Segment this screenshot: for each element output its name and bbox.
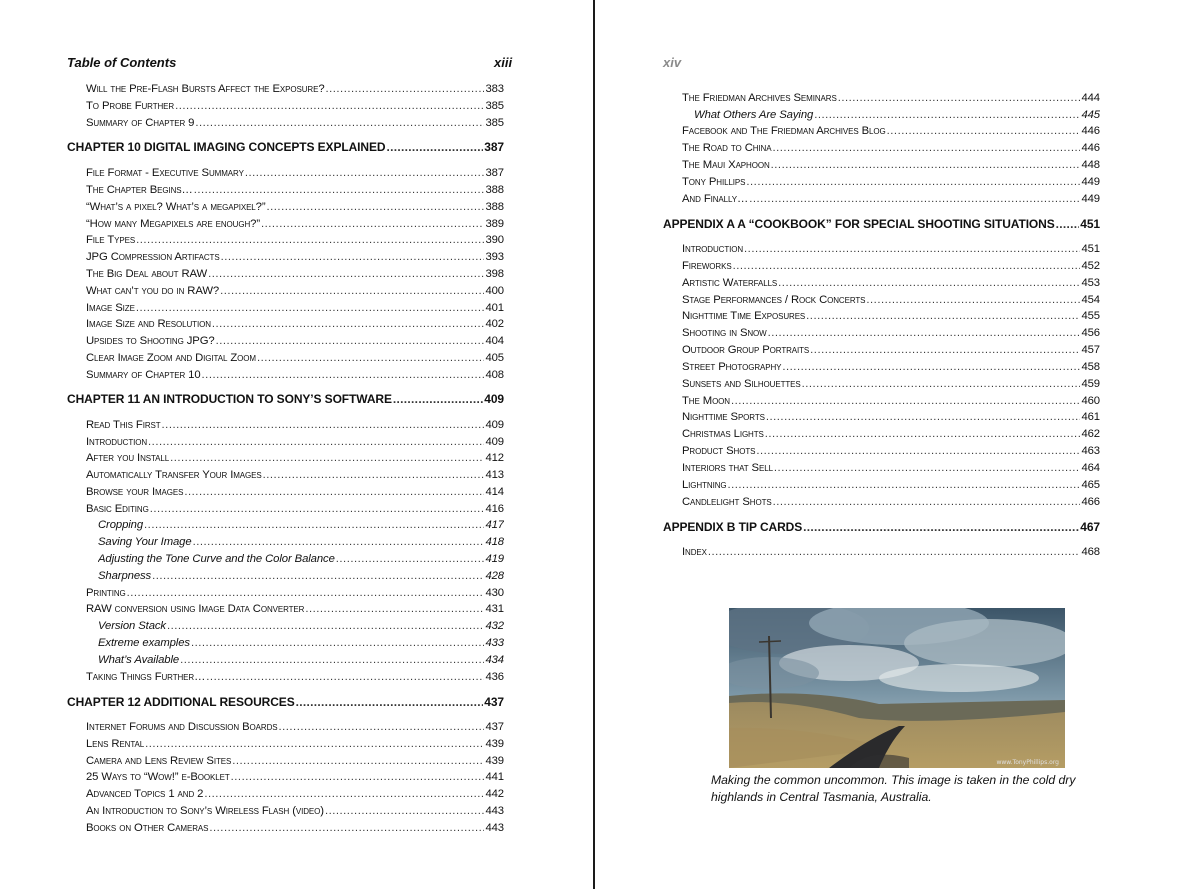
toc-entry (98, 534, 504, 550)
entry-title: Basic Editing (86, 503, 149, 515)
entry-title: Summary of Chapter 10 (86, 369, 201, 381)
toc-entry (98, 517, 504, 533)
entry-page-number: 409 (485, 436, 504, 448)
page-number: xiii (494, 55, 513, 70)
entry-page-number: 455 (1081, 310, 1100, 322)
toc-entry (86, 350, 504, 366)
entry-page-number: 398 (485, 268, 504, 280)
entry-page-number: 417 (485, 519, 504, 531)
dot-leader (771, 157, 1081, 173)
entry-title: “How many Megapixels are enough?” (86, 218, 260, 230)
dot-leader (756, 443, 1080, 459)
entry-page-number: 419 (485, 553, 504, 565)
dot-leader (305, 601, 484, 617)
entry-title: The Moon (682, 395, 730, 407)
entry-title: Product Shots (682, 445, 756, 457)
entry-page-number: 428 (485, 570, 504, 582)
entry-title: Index (682, 546, 707, 558)
dot-leader (204, 786, 484, 802)
entry-title: CHAPTER 10 DIGITAL IMAGING CONCEPTS EXPLAINED (67, 140, 386, 154)
entry-page-number: 463 (1081, 445, 1100, 457)
entry-page-number: 434 (485, 654, 504, 666)
entry-title: Will the Pre-Flash Bursts Affect the Exposure? (86, 83, 325, 95)
entry-title: Extreme examples (98, 637, 190, 649)
entry-title: JPG Compression Artifacts (86, 251, 220, 263)
entry-title: Artistic Waterfalls (682, 277, 778, 289)
dot-leader (136, 232, 484, 248)
toc-entry (682, 292, 1100, 308)
toc-entry (86, 501, 504, 517)
entry-title: What’s Available (98, 654, 180, 666)
entry-page-number: 457 (1081, 344, 1100, 356)
entry-title: Advanced Topics 1 and 2 (86, 788, 204, 800)
entry-page-number: 433 (485, 637, 504, 649)
entry-title: Read This First (86, 419, 161, 431)
entry-page-number: 443 (485, 805, 504, 817)
entry-title: Browse your Images (86, 486, 184, 498)
entry-page-number: 454 (1081, 294, 1100, 306)
entry-title: Image Size and Resolution (86, 318, 211, 330)
entry-page-number: 449 (1081, 193, 1100, 205)
dot-leader (802, 376, 1081, 392)
entry-page-number: 451 (1080, 217, 1100, 231)
entry-title: What Others Are Saying (694, 109, 814, 121)
toc-entry (86, 216, 504, 232)
toc-entry (682, 359, 1100, 375)
dot-leader (1056, 216, 1080, 232)
toc-entry (86, 316, 504, 332)
entry-title: Saving Your Image (98, 536, 192, 548)
entry-page-number: 405 (485, 352, 504, 364)
entry-page-number: 464 (1081, 462, 1100, 474)
entry-title: And Finally… (682, 193, 749, 205)
toc-entry (86, 249, 504, 265)
toc-entry (682, 376, 1100, 392)
photo-watermark: www.TonyPhillips.org (996, 759, 1059, 766)
entry-page-number: 453 (1081, 277, 1100, 289)
entry-page-number: 385 (485, 100, 504, 112)
dot-leader (744, 241, 1080, 257)
page-divider (593, 0, 595, 889)
toc-entry (86, 98, 504, 114)
entry-page-number: 468 (1081, 546, 1100, 558)
toc-entry (86, 719, 504, 735)
toc-entry (86, 467, 504, 483)
dot-leader (145, 736, 484, 752)
chapter-heading (663, 519, 1100, 535)
entry-title: Interiors that Sell (682, 462, 773, 474)
entry-page-number: 409 (484, 392, 504, 406)
toc-entry (682, 140, 1100, 156)
entry-page-number: 402 (485, 318, 504, 330)
dot-leader (127, 585, 485, 601)
entry-page-number: 445 (1081, 109, 1100, 121)
entry-page-number: 383 (485, 83, 504, 95)
toc-entry (86, 165, 504, 181)
entry-page-number: 458 (1081, 361, 1100, 373)
entry-page-number: 390 (485, 234, 504, 246)
dot-leader (180, 652, 484, 668)
dot-leader (162, 417, 485, 433)
entry-title: Tony Phillips (682, 176, 746, 188)
entry-title: Introduction (86, 436, 148, 448)
dot-leader (279, 719, 485, 735)
entry-page-number: 449 (1081, 176, 1100, 188)
toc-entry (86, 585, 504, 601)
toc-entry (682, 241, 1100, 257)
dot-leader (386, 139, 483, 155)
toc-entry (98, 618, 504, 634)
entry-page-number: 408 (485, 369, 504, 381)
entry-title: CHAPTER 12 ADDITIONAL RESOURCES (67, 695, 295, 709)
toc-entry (682, 191, 1100, 207)
entry-title: Facebook and The Friedman Archives Blog (682, 125, 886, 137)
toc-entry (86, 484, 504, 500)
entry-title: Books on Other Cameras (86, 822, 209, 834)
entry-page-number: 448 (1081, 159, 1100, 171)
toc-entry (86, 786, 504, 802)
entry-page-number: 462 (1081, 428, 1100, 440)
entry-title: After you Install (86, 452, 170, 464)
dot-leader (866, 292, 1080, 308)
toc-entry (86, 820, 504, 836)
dot-leader (326, 81, 485, 97)
entry-title: Version Stack (98, 620, 166, 632)
entry-title: Taking Things Further… (86, 671, 206, 683)
entry-title: Camera and Lens Review Sites (86, 755, 232, 767)
toc-entry (694, 107, 1100, 123)
running-title: Table of Contents (67, 55, 177, 70)
entry-title: The Big Deal about RAW (86, 268, 208, 280)
entry-title: Adjusting the Tone Curve and the Color Balance (98, 553, 335, 565)
chapter-heading (67, 139, 504, 155)
entry-title: Printing (86, 587, 126, 599)
toc-entry (682, 544, 1100, 560)
entry-title: Internet Forums and Discussion Boards (86, 721, 278, 733)
entry-title: Outdoor Group Portraits (682, 344, 810, 356)
entry-page-number: 388 (485, 184, 504, 196)
dot-leader (194, 182, 485, 198)
toc-entry (682, 123, 1100, 139)
entry-page-number: 389 (485, 218, 504, 230)
dot-leader (195, 115, 484, 131)
entry-page-number: 467 (1080, 520, 1100, 534)
entry-page-number: 443 (485, 822, 504, 834)
entry-page-number: 418 (485, 536, 504, 548)
entry-page-number: 456 (1081, 327, 1100, 339)
photo-caption: Making the common uncommon. This image is taken in the cold dry highlands in Central Tasmania, Australia. (711, 773, 1076, 804)
dot-leader (191, 635, 484, 651)
entry-title: Candlelight Shots (682, 496, 772, 508)
dot-leader (232, 753, 484, 769)
entry-title: APPENDIX A A “COOKBOOK” FOR SPECIAL SHOOTING SITUATIONS (663, 217, 1055, 231)
entry-page-number: 446 (1081, 125, 1100, 137)
dot-leader (838, 90, 1081, 106)
toc-entry (682, 90, 1100, 106)
entry-title: RAW conversion using Image Data Converter (86, 603, 305, 615)
toc-entry (98, 652, 504, 668)
entry-page-number: 439 (485, 755, 504, 767)
dot-leader (231, 769, 485, 785)
toc-entry (682, 443, 1100, 459)
entry-page-number: 416 (485, 503, 504, 515)
page-number: xiv (663, 55, 682, 70)
toc-entry (98, 568, 504, 584)
entry-title: Automatically Transfer Your Images (86, 469, 262, 481)
entry-title: The Maui Xaphoon (682, 159, 770, 171)
entry-page-number: 409 (485, 419, 504, 431)
entry-page-number: 413 (485, 469, 504, 481)
dot-leader (778, 275, 1080, 291)
entry-title: “What’s a pixel? What’s a megapixel?” (86, 201, 266, 213)
dot-leader (263, 467, 485, 483)
toc-entry (682, 494, 1100, 510)
toc-entry (682, 275, 1100, 291)
entry-page-number: 388 (485, 201, 504, 213)
entry-page-number: 459 (1081, 378, 1100, 390)
entry-page-number: 393 (485, 251, 504, 263)
dot-leader (393, 391, 483, 407)
entry-title: Image Size (86, 302, 135, 314)
dot-leader (148, 434, 484, 450)
entry-page-number: 442 (485, 788, 504, 800)
dot-leader (221, 249, 485, 265)
entry-page-number: 446 (1081, 142, 1100, 154)
dot-leader (212, 316, 485, 332)
dot-leader (731, 393, 1080, 409)
entry-title: File Format - Executive Summary (86, 167, 244, 179)
entry-page-number: 431 (485, 603, 504, 615)
entry-title: CHAPTER 11 AN INTRODUCTION TO SONY’S SOFTWARE (67, 392, 392, 406)
entry-title: Clear Image Zoom and Digital Zoom (86, 352, 256, 364)
toc-entry (682, 477, 1100, 493)
dot-leader (150, 501, 485, 517)
entry-title: 25 Ways to “Wow!” e-Booklet (86, 771, 230, 783)
dot-leader (765, 426, 1081, 442)
entry-page-number: 439 (485, 738, 504, 750)
dot-leader (772, 140, 1080, 156)
entry-page-number: 465 (1081, 479, 1100, 491)
toc-entry (682, 325, 1100, 341)
entry-title: Lens Rental (86, 738, 145, 750)
entry-page-number: 385 (485, 117, 504, 129)
toc-entry (682, 393, 1100, 409)
toc-entry (86, 367, 504, 383)
entry-page-number: 401 (485, 302, 504, 314)
entry-page-number: 404 (485, 335, 504, 347)
toc-entry (86, 434, 504, 450)
dot-leader (257, 350, 484, 366)
dot-leader (296, 694, 484, 710)
toc-entry (682, 308, 1100, 324)
dot-leader (184, 484, 484, 500)
dot-leader (267, 199, 485, 215)
toc-entry (98, 551, 504, 567)
entry-title: Summary of Chapter 9 (86, 117, 195, 129)
toc-entry (86, 199, 504, 215)
entry-page-number: 466 (1081, 496, 1100, 508)
toc-entry (86, 115, 504, 131)
entry-page-number: 437 (485, 721, 504, 733)
right-page (596, 0, 1188, 889)
toc-entry (86, 300, 504, 316)
toc-entry (86, 417, 504, 433)
landscape-photo (729, 608, 1065, 768)
entry-title: The Road to China (682, 142, 772, 154)
entry-page-number: 441 (485, 771, 504, 783)
toc-entry (86, 803, 504, 819)
toc-entry (86, 232, 504, 248)
entry-title: Fireworks (682, 260, 732, 272)
dot-leader (167, 618, 484, 634)
entry-title: The Chapter Begins… (86, 184, 193, 196)
entry-title: Sunsets and Silhouettes (682, 378, 801, 390)
entry-page-number: 430 (485, 587, 504, 599)
dot-leader (806, 308, 1080, 324)
entry-title: Introduction (682, 243, 744, 255)
toc-entry (682, 426, 1100, 442)
dot-leader (749, 191, 1080, 207)
entry-page-number: 387 (484, 140, 504, 154)
toc-entry (86, 753, 504, 769)
entry-page-number: 414 (485, 486, 504, 498)
entry-title: Shooting in Snow (682, 327, 767, 339)
dot-leader (782, 359, 1080, 375)
entry-page-number: 387 (485, 167, 504, 179)
entry-title: Lightning (682, 479, 727, 491)
dot-leader (216, 333, 485, 349)
dot-leader (136, 300, 485, 316)
dot-leader (768, 325, 1081, 341)
dot-leader (209, 820, 484, 836)
dot-leader (803, 519, 1079, 535)
entry-title: Stage Performances / Rock Concerts (682, 294, 866, 306)
toc-entry (682, 460, 1100, 476)
dot-leader (193, 534, 485, 550)
entry-page-number: 451 (1081, 243, 1100, 255)
dot-leader (325, 803, 484, 819)
dot-leader (774, 460, 1081, 476)
dot-leader (708, 544, 1081, 560)
dot-leader (261, 216, 484, 232)
dot-leader (245, 165, 485, 181)
dot-leader (810, 342, 1080, 358)
toc-entry (86, 283, 504, 299)
dot-leader (202, 367, 485, 383)
entry-title: Cropping (98, 519, 144, 531)
chapter-heading (67, 694, 504, 710)
toc-entry (86, 669, 504, 685)
dot-leader (887, 123, 1081, 139)
toc-entry (682, 157, 1100, 173)
entry-page-number: 436 (485, 671, 504, 683)
toc-entry (86, 601, 504, 617)
entry-page-number: 460 (1081, 395, 1100, 407)
dot-leader (728, 477, 1081, 493)
chapter-heading (663, 216, 1100, 232)
entry-page-number: 444 (1081, 92, 1100, 104)
entry-title: File Types (86, 234, 136, 246)
dot-leader (206, 669, 484, 685)
toc-entry (682, 342, 1100, 358)
entry-title: Nighttime Sports (682, 411, 765, 423)
entry-title: Street Photography (682, 361, 782, 373)
dot-leader (144, 517, 484, 533)
dot-leader (175, 98, 484, 114)
toc-entry (86, 182, 504, 198)
toc-entry (86, 333, 504, 349)
toc-entry (682, 409, 1100, 425)
entry-title: The Friedman Archives Seminars (682, 92, 837, 104)
dot-leader (220, 283, 484, 299)
entry-title: What can’t you do in RAW? (86, 285, 220, 297)
entry-page-number: 432 (485, 620, 504, 632)
dot-leader (766, 409, 1081, 425)
entry-title: Sharpness (98, 570, 152, 582)
entry-title: Upsides to Shooting JPG? (86, 335, 215, 347)
dot-leader (733, 258, 1081, 274)
dot-leader (814, 107, 1080, 123)
toc-entry (98, 635, 504, 651)
chapter-heading (67, 391, 504, 407)
entry-page-number: 437 (484, 695, 504, 709)
entry-page-number: 412 (485, 452, 504, 464)
dot-leader (773, 494, 1081, 510)
dot-leader (208, 266, 484, 282)
toc-entry (682, 258, 1100, 274)
dot-leader (152, 568, 484, 584)
dot-leader (336, 551, 485, 567)
entry-title: APPENDIX B TIP CARDS (663, 520, 803, 534)
entry-page-number: 400 (485, 285, 504, 297)
entry-title: To Probe Further (86, 100, 175, 112)
toc-entry (86, 769, 504, 785)
entry-page-number: 461 (1081, 411, 1100, 423)
dot-leader (746, 174, 1080, 190)
entry-title: Christmas Lights (682, 428, 764, 440)
entry-title: An Introduction to Sony’s Wireless Flash (video) (86, 805, 324, 817)
dot-leader (170, 450, 484, 466)
toc-entry (682, 174, 1100, 190)
toc-entry (86, 736, 504, 752)
toc-entry (86, 450, 504, 466)
toc-entry (86, 266, 504, 282)
toc-entry (86, 81, 504, 97)
entry-title: Nighttime Time Exposures (682, 310, 806, 322)
entry-page-number: 452 (1081, 260, 1100, 272)
